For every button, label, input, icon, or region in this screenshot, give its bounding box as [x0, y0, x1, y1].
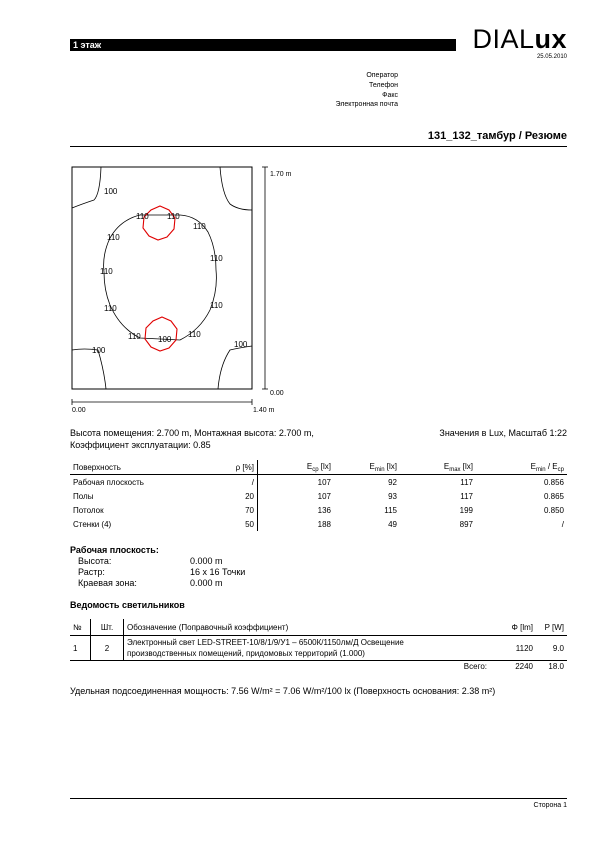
x-right-label: 1.40 m	[253, 407, 275, 414]
col-eav-symbol: E	[306, 461, 313, 471]
surface-name: Стенки (4)	[73, 519, 112, 529]
dialux-logo	[472, 24, 567, 54]
col-ratio-sub-b: ср	[557, 466, 564, 473]
phone-label: Телефон	[368, 82, 398, 89]
col-eav-sub: ср	[312, 466, 319, 473]
col-emin-sub: min	[374, 466, 385, 473]
surface-eav: 188	[317, 519, 331, 529]
surfaces-header-row	[70, 460, 567, 475]
isolux-plan	[60, 160, 310, 420]
contour-label: 110	[104, 304, 117, 313]
workplane-height-value: 0.000 m	[190, 556, 223, 566]
contour-100-top-right	[220, 167, 252, 210]
contour-label: 100	[158, 335, 172, 344]
col-ratio-sub-a: min	[535, 466, 546, 473]
col-emin-unit: [lx]	[384, 461, 397, 471]
col-designation: Обозначение (Поправочный коэффициент)	[124, 619, 491, 636]
col-emin-symbol: E	[369, 461, 375, 471]
surface-ratio: /	[561, 519, 564, 529]
luminaires-header-row	[70, 619, 567, 636]
page-number: Сторона 1	[533, 802, 567, 809]
table-row	[70, 503, 567, 517]
col-emax-symbol: E	[443, 461, 450, 471]
luminaire-2	[145, 317, 177, 351]
lum-no: 1	[70, 636, 91, 661]
contour-110	[104, 215, 217, 340]
logo-text-bold: ux	[534, 24, 567, 54]
surface-emin: 115	[384, 505, 397, 515]
footer-divider	[70, 798, 567, 799]
contour-label: 110	[136, 212, 149, 221]
surfaces-table	[70, 460, 567, 531]
workplane-grid-value: 16 x 16 Точки	[190, 567, 246, 577]
contour-label: 110	[167, 212, 180, 221]
page-title: 131_132_тамбур / Резюме	[427, 130, 567, 142]
operator-label: Оператор	[366, 72, 398, 79]
surface-name: Потолок	[73, 505, 104, 515]
surface-rho: 50	[211, 517, 258, 531]
totals-spacer	[70, 661, 91, 673]
totals-row	[70, 661, 567, 673]
fax-label: Факс	[382, 92, 398, 99]
y-top-label: 1.70 m	[270, 171, 292, 178]
room-outline	[72, 167, 252, 389]
totals-spacer	[91, 661, 124, 673]
surface-rho: 70	[211, 503, 258, 517]
luminaires-table	[70, 619, 567, 672]
surface-emax: 117	[460, 491, 473, 501]
contour-label: 110	[193, 222, 206, 231]
surface-ratio: 0.865	[543, 491, 564, 501]
lum-power: 9.0	[552, 643, 564, 653]
floor-label: 1 этаж	[73, 40, 102, 50]
surface-eav: 136	[317, 505, 331, 515]
contour-label: 110	[210, 301, 223, 310]
x-left-label: 0.00	[72, 407, 86, 414]
workplane-height-label: Высота:	[78, 556, 112, 566]
total-flux: 2240	[490, 661, 536, 673]
total-label: Всего:	[124, 661, 491, 673]
surface-emin: 92	[388, 477, 397, 487]
col-emax	[400, 460, 476, 475]
col-surface: Поверхность	[70, 460, 211, 475]
contour-label: 110	[100, 267, 113, 276]
contour-label: 110	[210, 254, 223, 263]
table-row	[70, 475, 567, 490]
workplane-grid-label: Растр:	[78, 567, 105, 577]
lum-designation	[124, 636, 491, 661]
col-eav	[258, 460, 335, 475]
lum-qty: 2	[91, 636, 124, 661]
luminaires-title: Ведомость светильников	[70, 600, 185, 610]
surface-emax: 199	[459, 505, 473, 515]
contour-label: 100	[92, 346, 106, 355]
contour-100-top-left	[72, 167, 101, 208]
col-ratio-mid: / E	[545, 461, 558, 471]
table-row	[70, 489, 567, 503]
surface-ratio: 0.856	[543, 477, 564, 487]
col-no: №	[70, 619, 91, 636]
col-power: P [W]	[536, 619, 567, 636]
surface-emin: 49	[388, 519, 397, 529]
y-bottom-label: 0.00	[270, 390, 284, 397]
contour-100-bottom-right	[218, 346, 252, 389]
surface-rho: /	[211, 475, 258, 490]
col-flux: Φ [lm]	[490, 619, 536, 636]
title-divider	[70, 146, 567, 147]
surface-eav: 107	[317, 477, 331, 487]
col-ratio-symbol-a: E	[530, 461, 536, 471]
surface-emin: 93	[388, 491, 397, 501]
report-date: 25.05.2010	[536, 54, 567, 60]
workplane-border-label: Краевая зона:	[78, 578, 137, 588]
col-ratio	[476, 460, 567, 475]
contour-label: 110	[188, 330, 201, 339]
contour-label: 100	[234, 340, 248, 349]
workplane-border-value: 0.000 m	[190, 578, 223, 588]
surface-emax: 117	[460, 477, 473, 487]
lum-flux: 1120	[515, 643, 533, 653]
surface-name: Полы	[73, 491, 94, 501]
table-row	[70, 636, 567, 661]
total-power: 18.0	[536, 661, 567, 673]
col-emin	[334, 460, 400, 475]
col-qty: Шт.	[91, 619, 124, 636]
contour-label: 100	[104, 187, 118, 196]
table-row	[70, 517, 567, 531]
contour-label: 110	[128, 332, 141, 341]
units-scale: Значения в Lux, Масштаб 1:22	[439, 428, 567, 438]
maintenance-factor: Коэффициент эксплуатации: 0.85	[70, 440, 211, 450]
room-heights: Высота помещения: 2.700 m, Монтажная высота: 2.700 m,	[70, 428, 314, 438]
surface-emax: 897	[459, 519, 473, 529]
col-emax-sub: max	[449, 466, 461, 473]
surface-eav: 107	[317, 491, 331, 501]
email-label: Электронная почта	[335, 101, 398, 108]
col-rho: ρ [%]	[211, 460, 258, 475]
col-emax-unit: [lx]	[460, 461, 473, 471]
contour-label: 110	[107, 233, 120, 242]
logo-text-light: DIAL	[472, 24, 535, 54]
contour-100-bottom-left	[72, 349, 106, 389]
lum-designation-line2: производственных помещений, придомовых территорий (1.000)	[127, 649, 365, 658]
surface-rho: 20	[211, 489, 258, 503]
col-eav-unit: [lx]	[318, 461, 331, 471]
surface-ratio: 0.850	[543, 505, 564, 515]
workplane-title: Рабочая плоскость:	[70, 545, 159, 555]
header-bar	[70, 39, 456, 51]
specific-power: Удельная подсоединенная мощность: 7.56 W/m² = 7.06 W/m²/100 lx (Поверхность основания: 2.38 m²)	[70, 686, 496, 696]
surface-name: Рабочая плоскость	[73, 477, 144, 487]
lum-designation-line1: Электронный свет LED-STREET-10/8/1/9/У1 – 6500К/1150лм/Д Освещение	[127, 638, 404, 647]
